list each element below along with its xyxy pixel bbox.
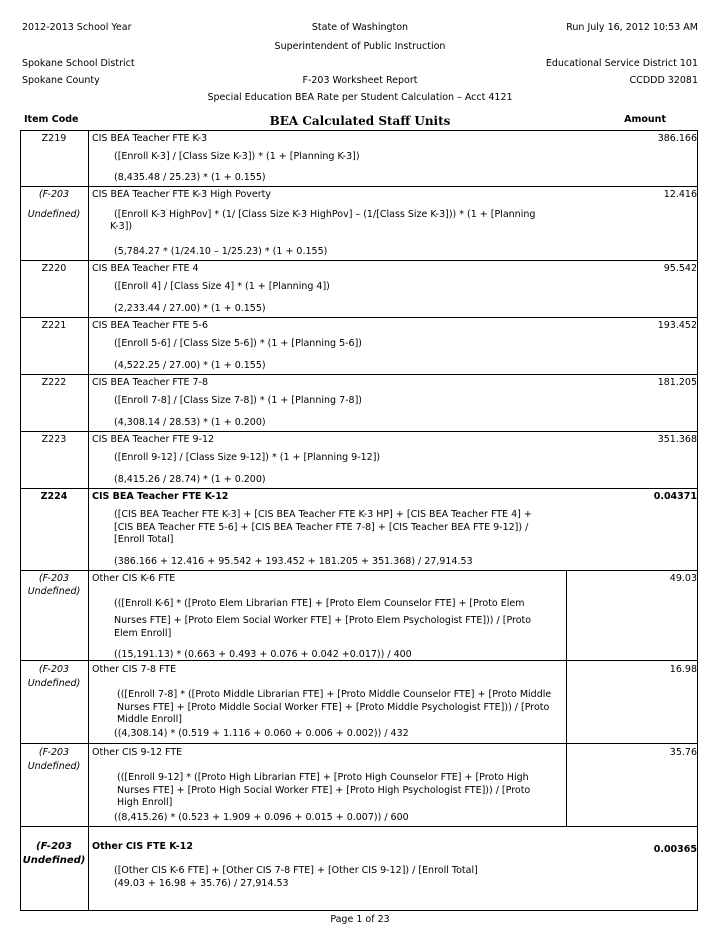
- amount-header: Amount: [624, 114, 666, 125]
- item-amount: 386.166: [657, 133, 697, 144]
- item-description: CIS BEA Teacher FTE K-3: [92, 133, 208, 144]
- item-amount: 49.03: [669, 573, 697, 584]
- run-date: Run July 16, 2012 10:53 AM: [566, 22, 698, 33]
- formula-line: Middle Enroll]: [117, 714, 182, 725]
- item-description: CIS BEA Teacher FTE 4: [92, 263, 199, 274]
- esd-name: Educational Service District 101: [545, 58, 698, 69]
- calculation-line: (8,415.26 / 28.74) * (1 + 0.200): [114, 474, 266, 485]
- district-name: Spokane School District: [22, 58, 135, 69]
- calculation-line: (4,522.25 / 27.00) * (1 + 0.155): [114, 360, 266, 371]
- item-amount: 16.98: [669, 664, 697, 675]
- formula-line: (([Enroll K-6] * ([Proto Elem Librarian FTE] + [Proto Elem Counselor FTE] + [Proto Elem: [114, 598, 525, 609]
- formula-line: ([Enroll 9-12] / [Class Size 9-12]) * (1 + [Planning 9-12]): [114, 452, 381, 463]
- item-description: CIS BEA Teacher FTE 7-8: [92, 377, 209, 388]
- item-amount: 351.368: [657, 434, 697, 445]
- item-description: CIS BEA Teacher FTE 9-12: [92, 434, 215, 445]
- item-code: Z224: [40, 491, 68, 502]
- item-code: (F-203: [36, 841, 72, 852]
- formula-line: ([Enroll 5-6] / [Class Size 5-6]) * (1 + [Planning 5-6]): [114, 338, 362, 349]
- item-amount: 0.04371: [653, 491, 697, 502]
- formula-line: ([Enroll 7-8] / [Class Size 7-8]) * (1 + [Planning 7-8]): [114, 395, 362, 406]
- item-code-line2: Undefined): [27, 209, 81, 220]
- formula-line: Nurses FTE] + [Proto High Social Worker FTE] + [Proto High Psychologist FTE])) / [Proto: [117, 784, 531, 796]
- item-description: CIS BEA Teacher FTE K-3 High Poverty: [92, 189, 272, 200]
- formula-line: ([Other CIS K-6 FTE] + [Other CIS 7-8 FTE] + [Other CIS 9-12]) / [Enroll Total]: [114, 865, 478, 876]
- calculation-line: (386.166 + 12.416 + 95.542 + 193.452 + 181.205 + 351.368) / 27,914.53: [114, 556, 473, 567]
- item-amount: 0.00365: [653, 844, 697, 855]
- report-name: F-203 Worksheet Report: [302, 75, 418, 86]
- item-code: (F-203: [38, 573, 70, 584]
- calculation-line: ((15,191.13) * (0.663 + 0.493 + 0.076 + 0.042 +0.017)) / 400: [114, 649, 412, 660]
- item-code: Z219: [41, 133, 67, 144]
- formula-line: K-3]): [110, 221, 133, 232]
- item-code-line2: Undefined): [22, 855, 86, 866]
- item-code-header: Item Code: [24, 114, 79, 125]
- item-code: Z220: [41, 263, 67, 274]
- calculation-line: (49.03 + 16.98 + 35.76) / 27,914.53: [114, 877, 289, 889]
- formula-line: Elem Enroll]: [114, 627, 172, 639]
- formula-line: (([Enroll 9-12] * ([Proto High Librarian FTE] + [Proto High Counselor FTE] + [Proto High: [117, 772, 529, 783]
- item-description: CIS BEA Teacher FTE 5-6: [92, 320, 209, 331]
- formula-line: ([Enroll K-3] / [Class Size K-3]) * (1 + [Planning K-3]): [114, 151, 360, 162]
- item-description: Other CIS 9-12 FTE: [92, 747, 183, 758]
- item-amount: 12.416: [663, 189, 697, 200]
- item-code-line2: Undefined): [27, 761, 81, 772]
- formula-line: Nurses FTE] + [Proto Middle Social Worker FTE] + [Proto Middle Psychologist FTE])) / [Proto: [117, 701, 550, 713]
- formula-line: [Enroll Total]: [114, 534, 174, 545]
- item-description: Other CIS 7-8 FTE: [92, 664, 177, 675]
- item-description: CIS BEA Teacher FTE K-12: [92, 491, 229, 502]
- item-code: (F-203: [38, 189, 70, 200]
- item-amount: 95.542: [663, 263, 697, 274]
- school-year: 2012-2013 School Year: [22, 22, 132, 33]
- formula-line: (([Enroll 7-8] * ([Proto Middle Librarian FTE] + [Proto Middle Counselor FTE] + [Proto Middle: [117, 689, 552, 700]
- item-code: Z222: [41, 377, 67, 388]
- item-code: (F-203: [38, 664, 70, 675]
- superintendent: Superintendent of Public Instruction: [274, 41, 446, 52]
- item-amount: 181.205: [657, 377, 697, 388]
- item-code-line2: Undefined): [27, 586, 81, 597]
- calculation-line: (2,233.44 / 27.00) * (1 + 0.155): [114, 303, 266, 314]
- calculation-line: ((8,415.26) * (0.523 + 1.909 + 0.096 + 0.015 + 0.007)) / 600: [114, 812, 409, 823]
- item-description: Other CIS FTE K-12: [92, 841, 193, 852]
- formula-line: High Enroll]: [117, 797, 173, 808]
- state-name: State of Washington: [311, 22, 409, 33]
- calculation-line: (8,435.48 / 25.23) * (1 + 0.155): [114, 172, 266, 183]
- page-number: Page 1 of 23: [330, 914, 390, 925]
- item-code: Z221: [41, 320, 67, 331]
- item-amount: 193.452: [657, 320, 697, 331]
- county-name: Spokane County: [22, 75, 100, 86]
- item-code-line2: Undefined): [27, 678, 81, 689]
- calculation-line: (4,308.14 / 28.53) * (1 + 0.200): [114, 417, 266, 428]
- formula-line: Nurses FTE] + [Proto Elem Social Worker FTE] + [Proto Elem Psychologist FTE])) / [Proto: [114, 615, 532, 626]
- item-amount: 35.76: [669, 747, 697, 758]
- formula-line: ([Enroll K-3 HighPov] * (1/ [Class Size K-3 HighPov] – (1/[Class Size K-3])) * (1 + [Planning: [114, 209, 536, 220]
- report-subtitle: Special Education BEA Rate per Student Calculation – Acct 4121: [207, 92, 513, 103]
- ccddd-code: CCDDD 32081: [629, 75, 698, 86]
- calculation-line: ((4,308.14) * (0.519 + 1.116 + 0.060 + 0.006 + 0.002)) / 432: [114, 728, 409, 739]
- calculation-line: (5,784.27 * (1/24.10 – 1/25.23) * (1 + 0.155): [114, 246, 328, 257]
- formula-line: [CIS BEA Teacher FTE 5-6] + [CIS BEA Teacher FTE 7-8] + [CIS Teacher BEA FTE 9-12]) /: [114, 521, 529, 533]
- item-description: Other CIS K-6 FTE: [92, 573, 176, 584]
- formula-line: ([CIS BEA Teacher FTE K-3] + [CIS BEA Teacher FTE K-3 HP] + [CIS BEA Teacher FTE 4] +: [114, 509, 532, 520]
- formula-line: ([Enroll 4] / [Class Size 4] * (1 + [Planning 4]): [114, 281, 330, 292]
- item-code: Z223: [41, 434, 67, 445]
- column-title: BEA Calculated Staff Units: [269, 114, 451, 128]
- item-code: (F-203: [38, 747, 70, 758]
